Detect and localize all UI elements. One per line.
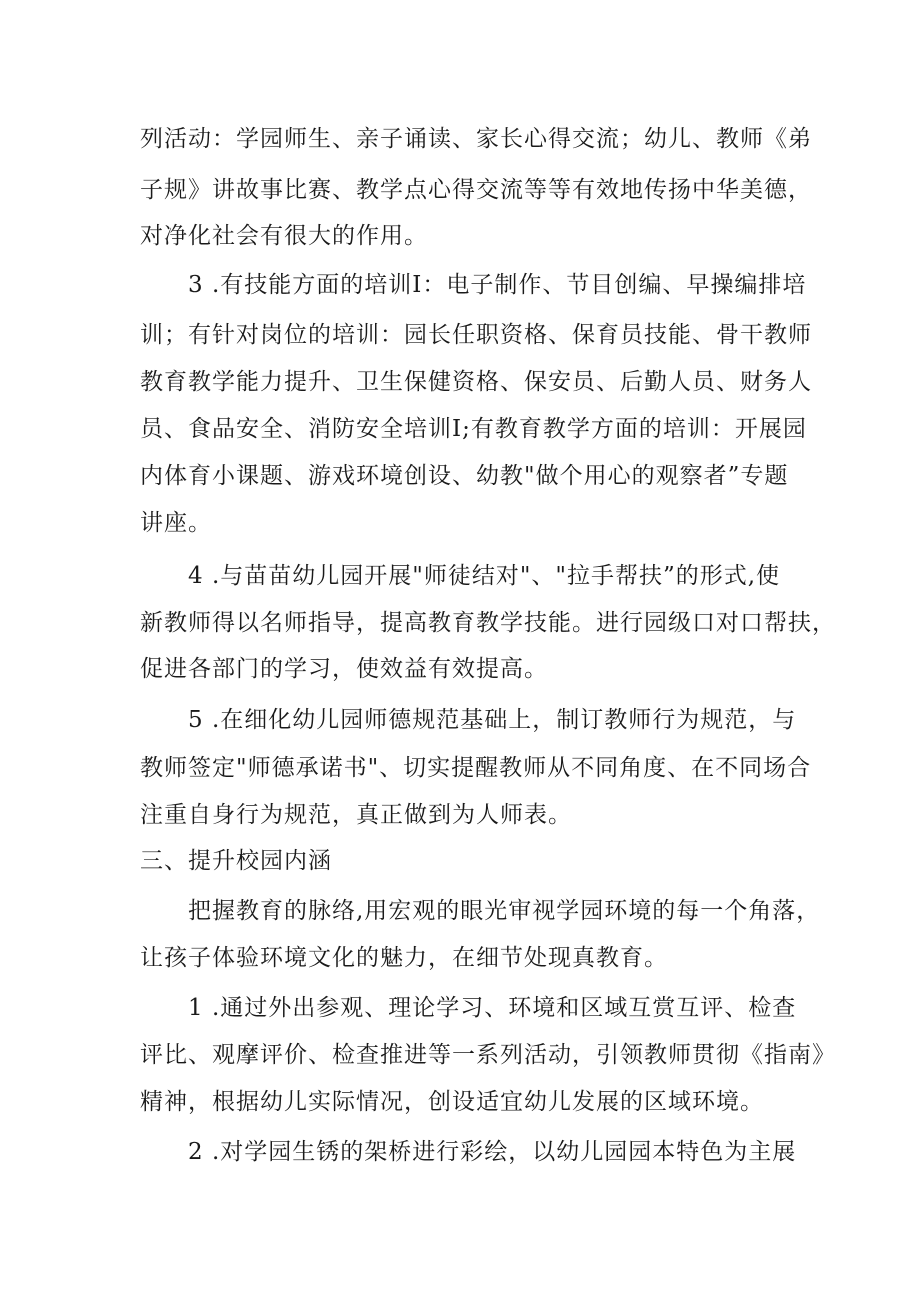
paragraph-line: 评比、观摩评价、检查推进等一系列活动，引领教师贯彻《指南》 xyxy=(140,1042,836,1068)
paragraph-line: 教师签定"师德承诺书"、切实提醒教师从不同角度、在不同场合 xyxy=(140,755,812,781)
paragraph-line: 子规》讲故事比赛、教学点心得交流等等有效地传扬中华美德， xyxy=(140,177,812,203)
paragraph-line: 列活动：学园师生、亲子诵读、家长心得交流；幼儿、教师《弟 xyxy=(140,126,812,152)
section-heading: 三、提升校园内涵 xyxy=(140,848,332,874)
paragraph-line: 让孩子体验环境文化的魅力，在细节处现真教育。 xyxy=(140,945,668,971)
list-item-4: 4 .与苗苗幼儿园开展"师徒结对"、"拉手帮扶”的形式,使 xyxy=(188,563,781,589)
paragraph-line: 注重自身行为规范，真正做到为人师表。 xyxy=(140,802,572,828)
paragraph-line: 员、食品安全、消防安全培训I;有教育教学方面的培训：开展园 xyxy=(140,416,807,442)
paragraph-line: 内体育小课题、游戏环境创设、幼教"做个用心的观察者”专题 xyxy=(140,463,789,489)
paragraph-line: 讲座。 xyxy=(140,510,212,536)
paragraph-first-line: 把握教育的脉络,用宏观的眼光审视学园环境的每一个角落， xyxy=(188,898,821,924)
list-item-2: 2 .对学园生锈的架桥进行彩绘，以幼儿园园本特色为主展 xyxy=(188,1139,797,1165)
paragraph-line: 促进各部门的学习，使效益有效提高。 xyxy=(140,656,548,682)
paragraph-line: 精神，根据幼儿实际情况，创设适宜幼儿发展的区域环境。 xyxy=(140,1089,764,1115)
paragraph-line: 新教师得以名师指导，提高教育教学技能。进行园级口对口帮扶， xyxy=(140,610,836,636)
list-item-5: 5 .在细化幼儿园师德规范基础上，制订教师行为规范，与 xyxy=(188,707,797,733)
list-item-3: 3 .有技能方面的培训I：电子制作、节目创编、早操编排培 xyxy=(188,272,807,298)
paragraph-line: 训；有针对岗位的培训：园长任职资格、保育员技能、骨干教师 xyxy=(140,322,812,348)
paragraph-line: 教育教学能力提升、卫生保健资格、保安员、后勤人员、财务人 xyxy=(140,369,812,395)
paragraph-line: 对净化社会有很大的作用。 xyxy=(140,223,428,249)
list-item-1: 1 .通过外出参观、理论学习、环境和区域互赏互评、检查 xyxy=(188,995,797,1021)
